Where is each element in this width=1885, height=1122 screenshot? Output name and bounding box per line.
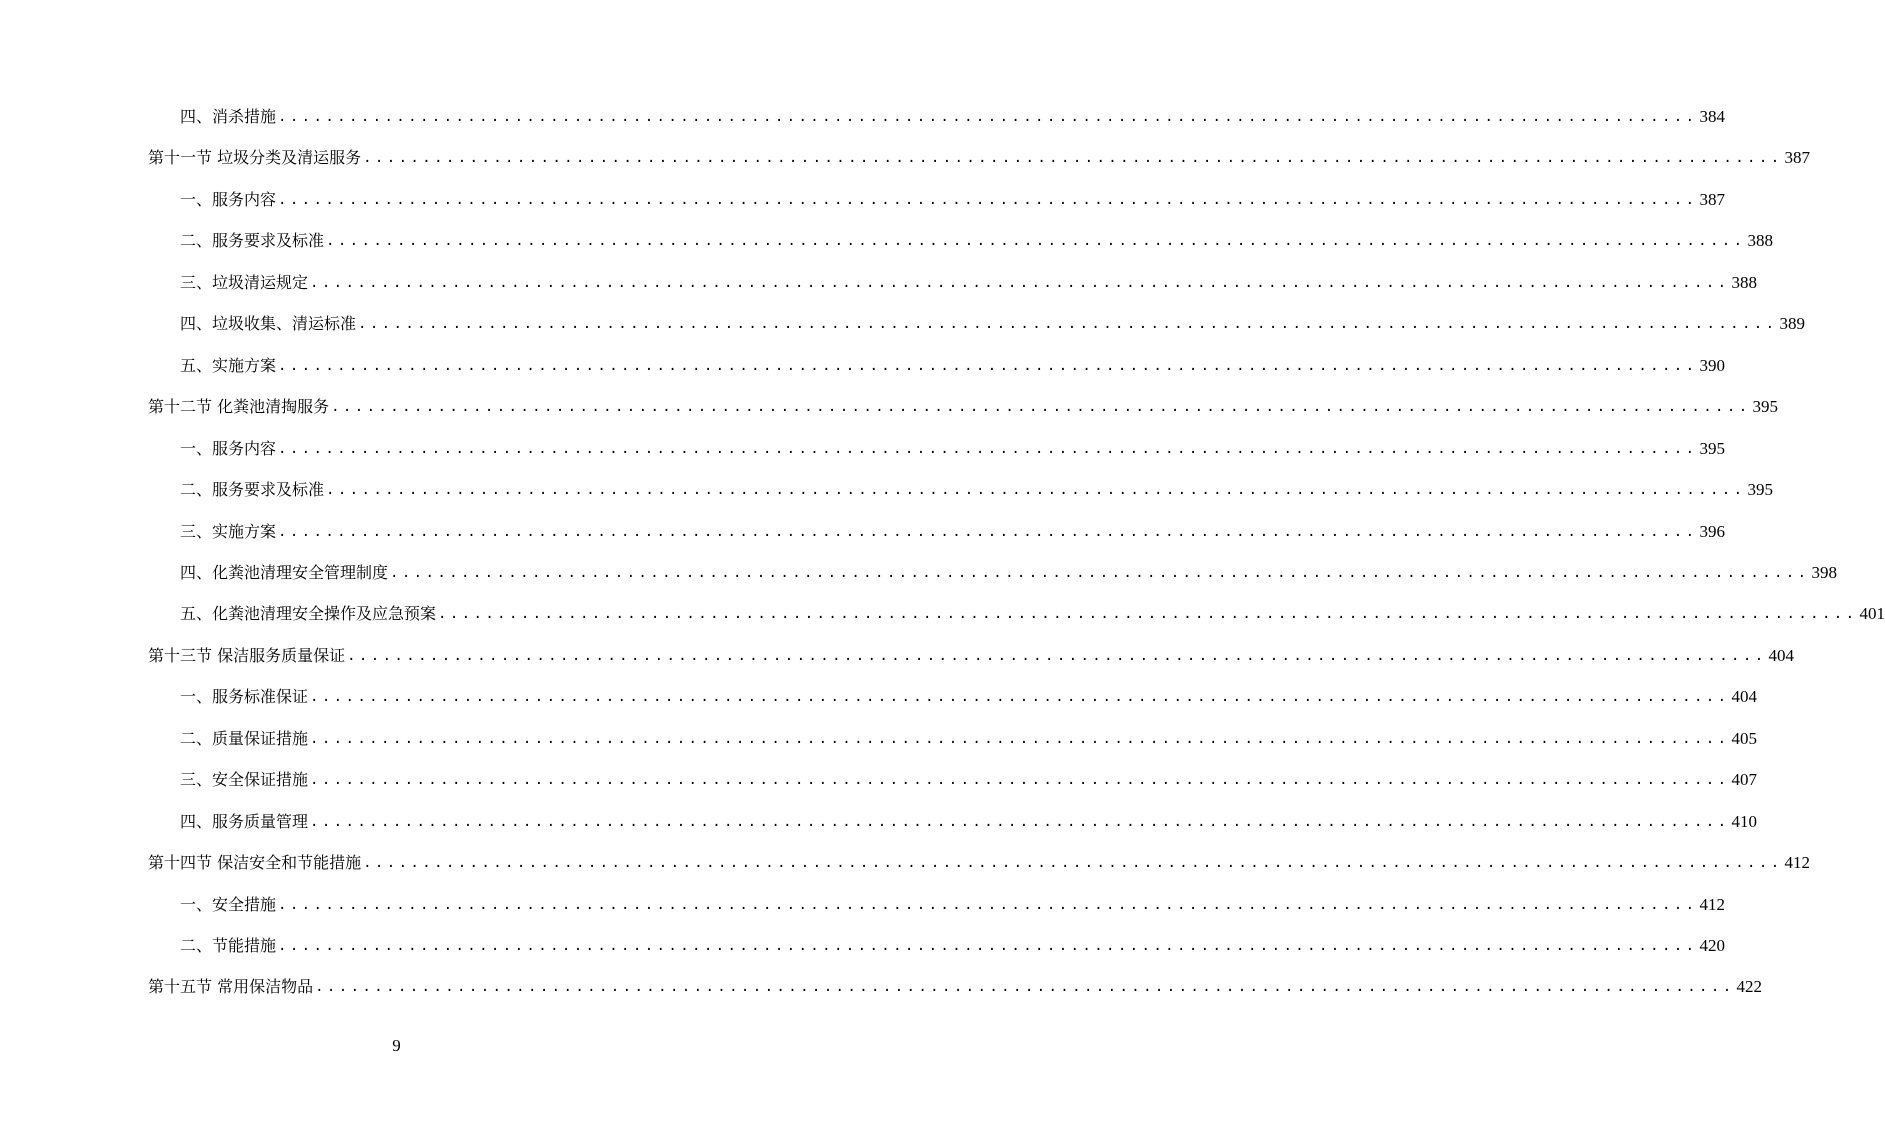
toc-dot-leader: ........................................................................................................................ [310,772,1730,789]
toc-entry-title: 一、服务内容 [180,189,277,209]
toc-entry-page: 398 [1811,562,1837,582]
toc-entry-title: 四、消杀措施 [180,107,277,126]
toc-entry-title: 第十一节 垃圾分类及清运服务 [148,148,362,168]
toc-entry-title: 第十三节 保洁服务质量保证 [148,645,346,665]
toc-entry-page: 395 [1747,480,1773,500]
toc-entry[interactable] [148,641,1795,667]
toc-dot-leader: ........................................................................................................................ [363,855,1783,872]
toc-entry-page: 404 [1768,645,1795,665]
toc-entry[interactable] [180,724,1757,750]
toc-entry[interactable] [148,392,1779,418]
toc-entry[interactable] [180,890,1725,916]
toc-dot-leader: ........................................................................................................................ [347,647,1767,664]
toc-entry-title: 二、质量保证措施 [180,728,309,748]
toc-entry-title: 一、安全措施 [180,894,277,914]
toc-entry[interactable] [180,931,1725,957]
toc-entry[interactable] [180,185,1725,211]
toc-entry-page: 407 [1731,770,1757,790]
toc-entry[interactable] [180,682,1757,708]
toc-entry-page: 389 [1779,314,1805,334]
toc-entry[interactable] [180,807,1757,833]
toc-entry-page: 395 [1699,438,1725,458]
toc-dot-leader: ........................................................................................................................ [358,316,1778,333]
toc-entry-title: 三、安全保证措施 [180,770,309,790]
toc-entry-page: 420 [1699,936,1725,955]
toc-entry-title: 四、化粪池清理安全管理制度 [180,562,389,582]
toc-dot-leader: ........................................................................................................................ [278,191,1698,208]
toc-dot-leader: ........................................................................................................................ [438,606,1858,623]
toc-entry-title: 一、服务内容 [180,438,277,458]
toc-entry-page: 395 [1752,397,1779,417]
toc-entry[interactable] [180,102,1725,128]
toc-entry[interactable] [180,434,1725,460]
toc-dot-leader: ........................................................................................................................ [310,730,1730,747]
toc-entry-title: 第十五节 常用保洁物品 [148,977,314,997]
toc-entry[interactable] [180,558,1837,584]
toc-entry-page: 387 [1699,189,1725,209]
toc-entry-title: 一、服务标准保证 [180,687,309,707]
toc-entry-title: 三、实施方案 [180,521,277,541]
page-number: 9 [392,1036,401,1055]
toc-entry-page: 405 [1731,728,1757,748]
toc-entry-page: 390 [1699,355,1725,375]
toc-dot-leader: ........................................................................................................................ [278,357,1698,374]
toc-dot-leader: ........................................................................................................................ [278,896,1698,913]
toc-entry-page: 384 [1699,107,1725,126]
toc-dot-leader: ........................................................................................................................ [390,564,1810,581]
toc-entry[interactable] [148,848,1811,874]
toc-entry-title: 三、垃圾清运规定 [180,272,309,292]
toc-entry-page: 410 [1731,811,1757,831]
toc-dot-leader: ........................................................................................................................ [310,274,1730,291]
toc-dot-leader: ........................................................................................................................ [326,482,1746,499]
toc-entry[interactable] [180,226,1773,252]
toc-entry-page: 422 [1736,977,1763,997]
toc-dot-leader: ........................................................................................................................ [363,150,1783,167]
toc-entry-title: 五、化粪池清理安全操作及应急预案 [180,604,437,624]
toc-entry[interactable] [148,143,1811,169]
toc-entry[interactable] [148,972,1763,998]
toc-entry[interactable] [180,309,1805,335]
toc-entry-page: 387 [1784,148,1811,168]
toc-entry-page: 401 [1859,604,1885,624]
toc-entry-title: 二、服务要求及标准 [180,231,325,251]
toc-entry-title: 二、服务要求及标准 [180,480,325,500]
toc-entry-title: 第十四节 保洁安全和节能措施 [148,853,362,873]
toc-entry-page: 388 [1731,272,1757,292]
toc-dot-leader: ........................................................................................................................ [278,109,1698,125]
toc-entry-page: 388 [1747,231,1773,251]
toc-dot-leader: ........................................................................................................................ [315,979,1735,996]
toc-entry[interactable] [180,475,1773,501]
toc-entry[interactable] [180,268,1757,294]
toc-entry-title: 二、节能措施 [180,936,277,955]
toc-entry-page: 396 [1699,521,1725,541]
toc-dot-leader: ........................................................................................................................ [310,813,1730,830]
toc-entry-title: 四、服务质量管理 [180,811,309,831]
toc-entry-title: 第十二节 化粪池清掏服务 [148,397,330,417]
toc-entry[interactable] [180,599,1885,625]
toc-dot-leader: ........................................................................................................................ [310,689,1730,706]
toc-dot-leader: ........................................................................................................................ [326,233,1746,250]
toc-entry-page: 404 [1731,687,1757,707]
toc-entry-page: 412 [1699,894,1725,914]
toc-dot-leader: ........................................................................................................................ [331,399,1751,416]
toc-dot-leader: ........................................................................................................................ [278,440,1698,457]
toc-entry-title: 五、实施方案 [180,355,277,375]
toc-entry-page: 412 [1784,853,1811,873]
toc-entry[interactable] [180,765,1757,791]
toc-entry[interactable] [180,517,1725,543]
toc-entry[interactable] [180,351,1725,377]
toc-dot-leader: ........................................................................................................................ [278,523,1698,540]
toc-dot-leader: ........................................................................................................................ [278,938,1698,954]
toc-entry-title: 四、垃圾收集、清运标准 [180,314,357,334]
